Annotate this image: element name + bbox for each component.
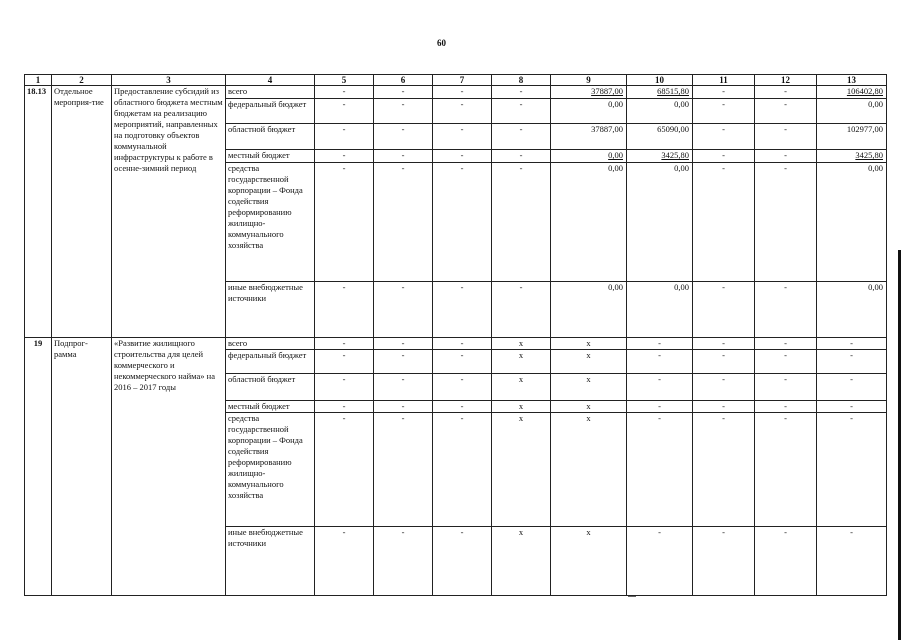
table-cell: - [755,337,817,349]
table-cell: - [433,282,492,338]
table-cell: - [693,526,755,595]
funding-source: иные внебюджетные источники [226,526,315,595]
table-cell: - [693,282,755,338]
table-cell: x [492,526,551,595]
table-cell: - [433,337,492,349]
activity-type: Подпрог-рамма [52,337,112,595]
table-cell: - [374,337,433,349]
table-cell: x [551,337,627,349]
table-cell: - [374,400,433,412]
column-header: 4 [226,75,315,86]
table-cell: - [693,149,755,162]
table-cell: - [627,374,693,400]
table-cell: 0,00 [817,282,887,338]
table-cell: - [315,282,374,338]
table-cell: 37887,00 [551,123,627,149]
table-cell: - [693,350,755,374]
column-header: 8 [492,75,551,86]
table-cell: 68515,80 [627,86,693,99]
table-cell: - [492,123,551,149]
column-header: 1 [25,75,52,86]
table-cell: - [817,374,887,400]
table-cell: 0,00 [817,99,887,123]
table-cell: x [492,374,551,400]
table-cell: - [755,413,817,527]
table-cell: - [693,99,755,123]
table-cell: 65090,00 [627,123,693,149]
activity-name: Предоставление субсидий из областного бюджета местным бюджетам на реализацию мероприятий, направленных на подготовку объектов коммунальной инфраструктуры к работе в осенне-зимний период [112,86,226,338]
row-number: 18.13 [25,86,52,338]
table-cell: x [551,400,627,412]
table-cell: - [433,99,492,123]
table-cell: 0,00 [551,99,627,123]
table-cell: - [315,400,374,412]
table-cell: - [755,400,817,412]
funding-source: местный бюджет [226,400,315,412]
table-cell: - [755,526,817,595]
table-cell: 0,00 [627,99,693,123]
table-cell: - [693,86,755,99]
table-cell: - [433,526,492,595]
table-cell: - [433,374,492,400]
column-header: 9 [551,75,627,86]
table-cell: - [693,413,755,527]
table-cell: - [627,413,693,527]
table-cell: - [817,337,887,349]
table-cell: - [492,149,551,162]
column-header: 7 [433,75,492,86]
table-cell: - [627,337,693,349]
table-cell: - [693,163,755,282]
funding-source: всего [226,337,315,349]
table-cell: 0,00 [817,163,887,282]
funding-source: всего [226,86,315,99]
table-cell: - [755,123,817,149]
column-header: 11 [693,75,755,86]
table-cell: - [492,163,551,282]
table-cell: - [433,86,492,99]
activity-name: «Развитие жилищного строительства для целей коммерческого и некоммерческого найма» на 2016 – 2017 годы [112,337,226,595]
funding-source: федеральный бюджет [226,99,315,123]
table-cell: - [755,374,817,400]
scan-edge-line [898,250,901,640]
column-header: 3 [112,75,226,86]
table-cell: - [374,413,433,527]
table-cell: 106402,80 [817,86,887,99]
table-row [25,337,887,349]
table-cell: - [693,400,755,412]
table-cell: - [755,149,817,162]
table-cell: 0,00 [551,163,627,282]
funding-source: иные внебюджетные источники [226,282,315,338]
table-cell: - [433,163,492,282]
column-header: 5 [315,75,374,86]
table-cell: - [374,526,433,595]
table-cell: - [627,400,693,412]
table-cell: 0,00 [551,149,627,162]
table-cell: - [374,282,433,338]
funding-source: областной бюджет [226,374,315,400]
table-cell: - [374,350,433,374]
table-cell: - [433,123,492,149]
table-cell: - [492,282,551,338]
table-cell: 0,00 [627,282,693,338]
activity-type: Отдельное мероприя-тие [52,86,112,338]
table-cell: - [315,413,374,527]
column-header: 6 [374,75,433,86]
table-cell: 37887,00 [551,86,627,99]
table-cell: - [755,282,817,338]
table-cell: - [817,526,887,595]
table-cell: - [492,99,551,123]
page-number: 60 [437,38,446,48]
table-cell: - [693,374,755,400]
table-cell: 0,00 [627,163,693,282]
table-cell: - [374,99,433,123]
table-cell: - [817,350,887,374]
table-cell: - [315,123,374,149]
table-cell: - [315,163,374,282]
table-cell: - [374,149,433,162]
table-cell: x [492,337,551,349]
table-cell: - [693,337,755,349]
table-cell: x [551,374,627,400]
table-cell: - [315,374,374,400]
funding-source: средства государственной корпорации – Фонда содействия реформированию жилищно-коммунального хозяйства [226,163,315,282]
table-cell: - [817,400,887,412]
table-cell: - [817,413,887,527]
column-header: 12 [755,75,817,86]
table-cell: - [315,86,374,99]
table-cell: - [315,149,374,162]
funding-source: областной бюджет [226,123,315,149]
table-cell: 102977,00 [817,123,887,149]
funding-source: местный бюджет [226,149,315,162]
table-cell: - [492,86,551,99]
table-cell: x [492,413,551,527]
table-cell: x [551,526,627,595]
table-cell: x [551,413,627,527]
table-cell: - [315,350,374,374]
table-cell: - [374,123,433,149]
scan-artifact [628,596,636,597]
table-cell: - [433,413,492,527]
column-header: 10 [627,75,693,86]
table-cell: - [755,350,817,374]
table-cell: - [315,526,374,595]
table-cell: - [693,123,755,149]
budget-table [24,74,887,596]
table-cell: 3425,80 [627,149,693,162]
table-cell: x [492,400,551,412]
column-header: 13 [817,75,887,86]
table-cell: x [551,350,627,374]
table-cell: 0,00 [551,282,627,338]
row-number: 19 [25,337,52,595]
table-row [25,86,887,99]
table-cell: - [433,149,492,162]
header-row [25,75,887,86]
table-cell: - [433,350,492,374]
table-cell: - [374,374,433,400]
funding-source: средства государственной корпорации – Фонда содействия реформированию жилищно-коммунального хозяйства [226,413,315,527]
table-cell: - [755,86,817,99]
funding-source: федеральный бюджет [226,350,315,374]
table-cell: - [755,99,817,123]
table-cell: - [755,163,817,282]
table-cell: - [315,99,374,123]
table-cell: x [492,350,551,374]
table-cell: - [374,86,433,99]
column-header: 2 [52,75,112,86]
table-cell: - [433,400,492,412]
table-cell: - [627,526,693,595]
table-cell: 3425,80 [817,149,887,162]
table-cell: - [374,163,433,282]
table-cell: - [315,337,374,349]
table-cell: - [627,350,693,374]
